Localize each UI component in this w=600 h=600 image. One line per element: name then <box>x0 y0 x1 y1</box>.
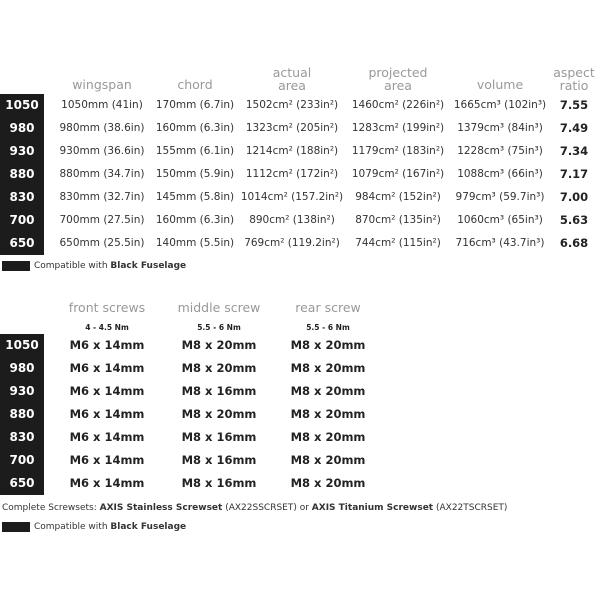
header-actual-area <box>240 66 344 92</box>
header-wingspan: wingspan <box>72 77 132 92</box>
cell-chord: 150mm (5.9in) <box>155 168 235 180</box>
cell-actual-area: 1323cm² (205in²) <box>245 122 339 134</box>
cell-chord: 160mm (6.3in) <box>155 214 235 226</box>
table-row <box>0 140 600 163</box>
table-row <box>0 357 600 380</box>
screwsets-line <box>2 503 507 513</box>
cell-chord: 140mm (5.5in) <box>155 237 235 249</box>
cell-actual-area: 890cm² (138in²) <box>249 214 335 226</box>
size-label: 700 <box>0 449 44 472</box>
torque-front: 4 - 4.5 Nm <box>85 323 129 332</box>
table-row <box>0 426 600 449</box>
cell-projected-area: 1283cm² (199in²) <box>351 122 445 134</box>
cell-volume: 1665cm³ (102in³) <box>453 99 547 111</box>
header-chord: chord <box>177 77 213 92</box>
size-label: 1050 <box>0 94 44 117</box>
table-row <box>0 403 600 426</box>
cell-aspect-ratio: 6.68 <box>559 236 589 250</box>
header-aspect-ratio <box>550 66 598 92</box>
cell-projected-area: 1179cm² (183in²) <box>351 145 445 157</box>
cell-front-screw: M6 x 14mm <box>69 430 145 444</box>
header-projected-area-line2: area <box>384 78 412 93</box>
screwset-titanium-name: AXIS Titanium Screwset <box>311 503 434 513</box>
cell-chord: 145mm (5.8in) <box>155 191 235 203</box>
table-row <box>0 472 600 495</box>
size-label: 880 <box>0 403 44 426</box>
size-label: 880 <box>0 163 44 186</box>
table-row <box>0 334 600 357</box>
cell-actual-area: 769cm² (119.2in²) <box>244 237 340 249</box>
table-row <box>0 117 600 140</box>
compatible-note-prefix: Compatible with <box>34 261 111 271</box>
cell-wingspan: 1050mm (41in) <box>61 99 143 111</box>
compatible-note-2 <box>34 522 186 532</box>
cell-projected-area: 744cm² (115in²) <box>355 237 441 249</box>
header-rear-screw: rear screw <box>295 300 361 315</box>
cell-volume: 1088cm³ (66in³) <box>457 168 543 180</box>
cell-front-screw: M6 x 14mm <box>69 361 145 375</box>
header-actual-area-line2: area <box>278 78 306 93</box>
cell-rear-screw: M8 x 20mm <box>290 453 366 467</box>
header-front-screws: front screws <box>68 300 146 315</box>
table-row <box>0 163 600 186</box>
cell-front-screw: M6 x 14mm <box>69 476 145 490</box>
size-label: 650 <box>0 472 44 495</box>
size-label: 980 <box>0 357 44 380</box>
torque-rear: 5.5 - 6 Nm <box>306 323 350 332</box>
cell-chord: 160mm (6.3in) <box>155 122 235 134</box>
size-label: 830 <box>0 426 44 449</box>
compatible-note-bold: Black Fuselage <box>110 261 187 271</box>
screwset-stainless-name: AXIS Stainless Screwset <box>99 503 223 513</box>
cell-rear-screw: M8 x 20mm <box>290 430 366 444</box>
size-label: 930 <box>0 380 44 403</box>
cell-wingspan: 930mm (36.6in) <box>59 145 145 157</box>
cell-aspect-ratio: 7.49 <box>559 121 589 135</box>
cell-aspect-ratio: 7.00 <box>559 190 589 204</box>
cell-wingspan: 980mm (38.6in) <box>59 122 145 134</box>
cell-chord: 170mm (6.7in) <box>155 99 235 111</box>
cell-actual-area: 1014cm² (157.2in²) <box>240 191 344 203</box>
cell-projected-area: 1460cm² (226in²) <box>351 99 445 111</box>
cell-aspect-ratio: 7.17 <box>559 167 589 181</box>
header-projected-area <box>346 66 450 92</box>
cell-volume: 1379cm³ (84in³) <box>457 122 543 134</box>
header-aspect-ratio-line1: aspect <box>553 65 595 80</box>
cell-wingspan: 650mm (25.5in) <box>59 237 145 249</box>
cell-rear-screw: M8 x 20mm <box>290 476 366 490</box>
cell-front-screw: M6 x 14mm <box>69 384 145 398</box>
header-projected-area-line1: projected <box>368 65 428 80</box>
cell-actual-area: 1502cm² (233in²) <box>245 99 339 111</box>
cell-aspect-ratio: 7.55 <box>559 98 589 112</box>
cell-middle-screw: M8 x 20mm <box>181 338 257 352</box>
cell-front-screw: M6 x 14mm <box>69 407 145 421</box>
cell-wingspan: 830mm (32.7in) <box>59 191 145 203</box>
size-label: 650 <box>0 232 44 255</box>
table-row <box>0 449 600 472</box>
torque-middle: 5.5 - 6 Nm <box>197 323 241 332</box>
cell-middle-screw: M8 x 16mm <box>181 430 257 444</box>
cell-volume: 1060cm³ (65in³) <box>457 214 543 226</box>
black-fuselage-swatch-2 <box>2 522 30 532</box>
cell-projected-area: 984cm² (152in²) <box>355 191 441 203</box>
cell-aspect-ratio: 5.63 <box>559 213 589 227</box>
compatible-note-2-bold: Black Fuselage <box>110 522 187 532</box>
cell-projected-area: 1079cm² (167in²) <box>351 168 445 180</box>
header-aspect-ratio-line2: ratio <box>559 78 589 93</box>
cell-front-screw: M6 x 14mm <box>69 453 145 467</box>
table-row <box>0 232 600 255</box>
cell-rear-screw: M8 x 20mm <box>290 338 366 352</box>
cell-rear-screw: M8 x 20mm <box>290 384 366 398</box>
cell-middle-screw: M8 x 16mm <box>181 384 257 398</box>
cell-actual-area: 1112cm² (172in²) <box>245 168 339 180</box>
screwsets-prefix: Complete Screwsets: <box>2 503 100 513</box>
cell-middle-screw: M8 x 16mm <box>181 453 257 467</box>
table-row <box>0 380 600 403</box>
size-label: 1050 <box>0 334 44 357</box>
cell-rear-screw: M8 x 20mm <box>290 407 366 421</box>
compatible-note <box>34 261 186 271</box>
cell-volume: 979cm³ (59.7in³) <box>455 191 545 203</box>
size-label: 830 <box>0 186 44 209</box>
header-actual-area-line1: actual <box>272 65 312 80</box>
cell-rear-screw: M8 x 20mm <box>290 361 366 375</box>
header-volume: volume <box>476 77 524 92</box>
screwset-stainless-code: (AX22SSCRSET) or <box>222 503 312 513</box>
cell-actual-area: 1214cm² (188in²) <box>245 145 339 157</box>
size-label: 930 <box>0 140 44 163</box>
header-middle-screw: middle screw <box>177 300 261 315</box>
cell-chord: 155mm (6.1in) <box>155 145 235 157</box>
table-row <box>0 94 600 117</box>
table-row <box>0 209 600 232</box>
cell-front-screw: M6 x 14mm <box>69 338 145 352</box>
cell-volume: 716cm³ (43.7in³) <box>455 237 545 249</box>
cell-middle-screw: M8 x 20mm <box>181 407 257 421</box>
cell-middle-screw: M8 x 16mm <box>181 476 257 490</box>
cell-wingspan: 700mm (27.5in) <box>59 214 145 226</box>
black-fuselage-swatch <box>2 261 30 271</box>
size-label: 980 <box>0 117 44 140</box>
cell-projected-area: 870cm² (135in²) <box>355 214 441 226</box>
cell-aspect-ratio: 7.34 <box>559 144 589 158</box>
cell-middle-screw: M8 x 20mm <box>181 361 257 375</box>
size-label: 700 <box>0 209 44 232</box>
cell-volume: 1228cm³ (75in³) <box>457 145 543 157</box>
cell-wingspan: 880mm (34.7in) <box>59 168 145 180</box>
compatible-note-2-prefix: Compatible with <box>34 522 111 532</box>
table-row <box>0 186 600 209</box>
screwset-titanium-code: (AX22TSCRSET) <box>433 503 508 513</box>
